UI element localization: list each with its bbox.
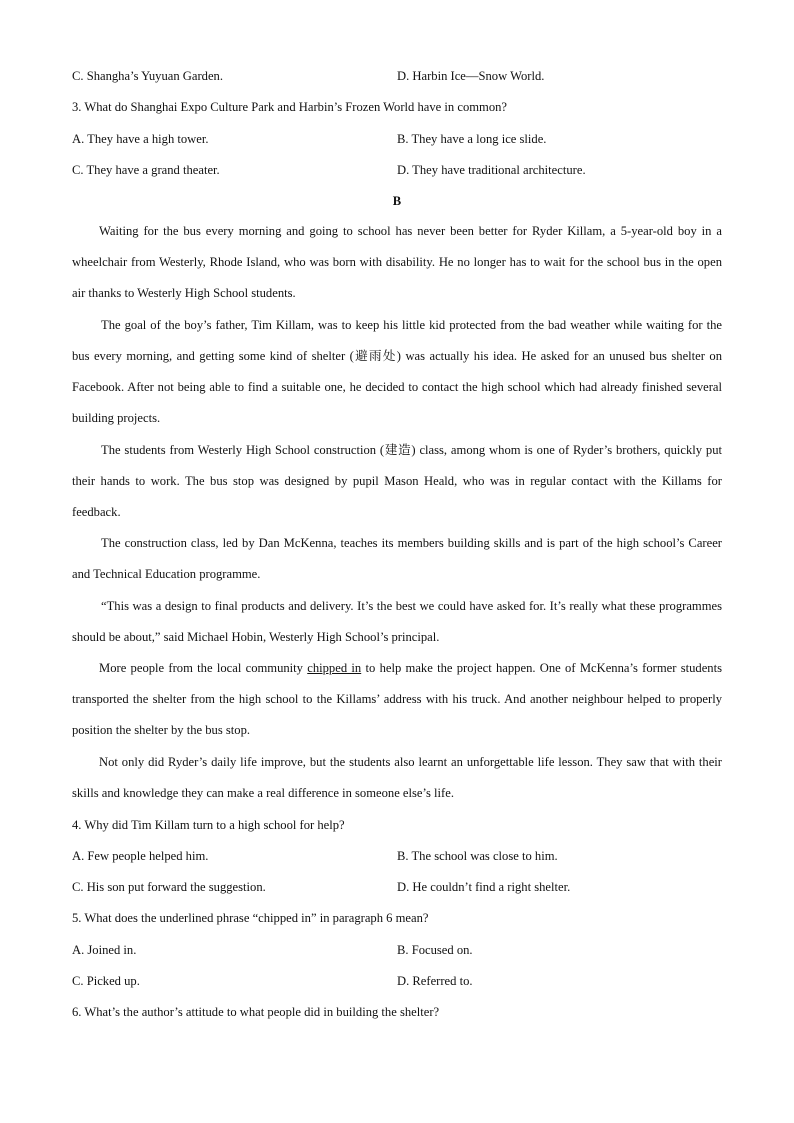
q3-option-d: D. They have traditional architecture. bbox=[397, 163, 586, 177]
q4-options-row-ab bbox=[72, 846, 722, 866]
q4-question: 4. Why did Tim Killam turn to a high school for help? bbox=[72, 818, 345, 832]
passage-paragraph-1: Waiting for the bus every morning and going to school has never been better for Ryder Killam, a 5-year-old boy in a wheelchair from Westerly, Rhode Island, who was born with disability. He no longer has to wait for the school bus in the open air thanks to Westerly High School students. bbox=[72, 224, 722, 301]
q2-options-row-cd bbox=[72, 66, 722, 86]
passage-paragraph-3: The students from Westerly High School construction (建造) class, among whom is one of Ryder’s brothers, quickly put their hands to work. The bus stop was designed by pupil Mason Heald, who was in regular contact with the Killams for feedback. bbox=[72, 443, 722, 520]
q5-option-a: A. Joined in. bbox=[72, 943, 137, 957]
q6-question: 6. What’s the author’s attitude to what people did in building the shelter? bbox=[72, 1005, 440, 1019]
passage-paragraph-5: “This was a design to final products and delivery. It’s the best we could have asked for. It’s really what these programmes should be about,” said Michael Hobin, Westerly High School’s principal. bbox=[72, 599, 722, 645]
q5-option-b: B. Focused on. bbox=[397, 943, 473, 957]
q5-option-d: D. Referred to. bbox=[397, 974, 473, 988]
section-b-heading: B bbox=[392, 194, 402, 208]
passage-paragraph-4: The construction class, led by Dan McKenna, teaches its members building skills and is part of the high school’s Career and Technical Education programme. bbox=[72, 536, 722, 582]
q5-options-row-ab bbox=[72, 940, 722, 960]
passage-paragraph-7: Not only did Ryder’s daily life improve, but the students also learnt an unforgettable life lesson. They saw that with their skills and knowledge they can make a real difference in someone else’s life. bbox=[72, 755, 722, 801]
q5-question: 5. What does the underlined phrase “chipped in” in paragraph 6 mean? bbox=[72, 911, 429, 925]
q5-option-c: C. Picked up. bbox=[72, 974, 140, 988]
q4-option-c: C. His son put forward the suggestion. bbox=[72, 880, 266, 894]
q3-question: 3. What do Shanghai Expo Culture Park and Harbin’s Frozen World have in common? bbox=[72, 100, 508, 114]
q3-option-b: B. They have a long ice slide. bbox=[397, 132, 547, 146]
q5-options-row-cd bbox=[72, 971, 722, 991]
q3-options-row-cd bbox=[72, 160, 722, 180]
q4-option-b: B. The school was close to him. bbox=[397, 849, 558, 863]
q4-option-d: D. He couldn’t find a right shelter. bbox=[397, 880, 571, 894]
passage-paragraph-2: The goal of the boy’s father, Tim Killam, was to keep his little kid protected from the bad weather while waiting for the bus every morning, and getting some kind of shelter (避雨处) was actually his idea. He asked for an unused bus shelter on Facebook. After not being able to find a suitable one, he decided to contact the high school which had already finished several building projects. bbox=[72, 318, 722, 426]
paragraph-6-text-after: to help make the project happen. One of McKenna’s former students transported the shelter from the high school to the Killams’ address with his truck. And another neighbour helped to properly position the shelter by the bus stop. bbox=[72, 661, 722, 738]
underlined-phrase: chipped in bbox=[307, 661, 362, 675]
passage-paragraph-6 bbox=[72, 653, 722, 746]
q3-option-c: C. They have a grand theater. bbox=[72, 163, 220, 177]
q3-options-row-ab bbox=[72, 129, 722, 149]
q2-option-c: C. Shangha’s Yuyuan Garden. bbox=[72, 69, 223, 83]
q4-options-row-cd bbox=[72, 877, 722, 897]
paragraph-6-text-before: More people from the local community bbox=[99, 661, 308, 675]
q4-option-a: A. Few people helped him. bbox=[72, 849, 209, 863]
q2-option-d: D. Harbin Ice—Snow World. bbox=[397, 69, 545, 83]
q3-option-a: A. They have a high tower. bbox=[72, 132, 209, 146]
